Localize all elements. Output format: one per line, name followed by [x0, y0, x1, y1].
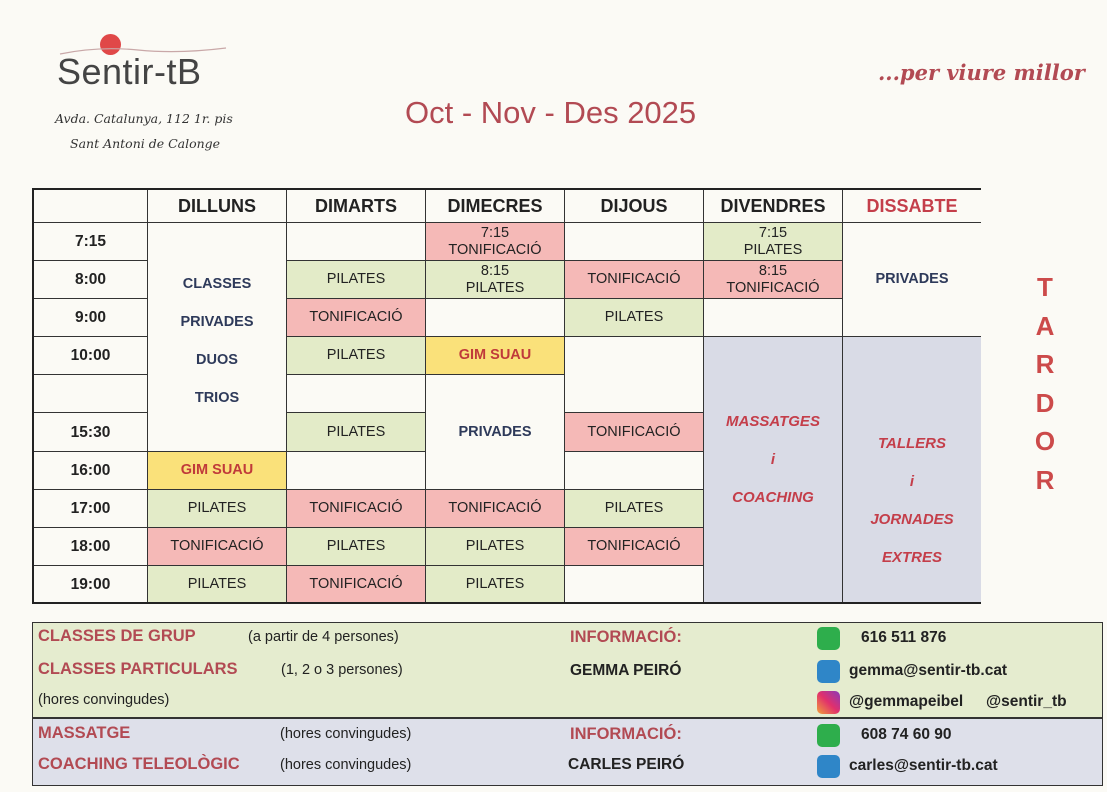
- class-cell: TONIFICACIÓ: [565, 528, 704, 566]
- day-header: DIMARTS: [287, 190, 426, 223]
- class-cell: 7:15 PILATES: [704, 223, 843, 261]
- day-header: DIJOUS: [565, 190, 704, 223]
- phone-number[interactable]: 616 511 876: [861, 629, 947, 646]
- email-icon: [817, 755, 840, 778]
- time-cell: 8:00: [34, 261, 148, 299]
- time-cell: 9:00: [34, 299, 148, 337]
- class-cell: TONIFICACIÓ: [565, 413, 704, 452]
- group-classes-info: [32, 622, 1103, 718]
- phone-number[interactable]: 608 74 60 90: [861, 726, 952, 743]
- instagram-icon: [817, 691, 840, 714]
- class-cell: PILATES: [565, 299, 704, 337]
- empty-cell: [287, 375, 426, 413]
- dilluns-private-block: CLASSES PRIVADES DUOS TRIOS: [148, 223, 287, 452]
- info-label: INFORMACIÓ:: [570, 725, 682, 743]
- coaching-label: COACHING TELEOLÒGIC: [38, 755, 240, 773]
- empty-cell: [565, 337, 704, 413]
- time-cell: 16:00: [34, 452, 148, 490]
- empty-cell: [565, 452, 704, 490]
- class-cell: PILATES: [287, 413, 426, 452]
- massage-coaching-info: [32, 718, 1103, 786]
- class-cell: PILATES: [287, 261, 426, 299]
- empty-cell: [565, 566, 704, 602]
- group-classes-note: (a partir de 4 persones): [248, 629, 399, 645]
- time-cell: 19:00: [34, 566, 148, 602]
- massage-note: (hores convingudes): [280, 726, 412, 742]
- class-cell: PILATES: [148, 566, 287, 602]
- hours-note: (hores convingudes): [38, 692, 170, 708]
- day-header: DILLUNS: [148, 190, 287, 223]
- season-label: [1031, 268, 1059, 499]
- class-cell: PILATES: [148, 490, 287, 528]
- private-classes-label: CLASSES PARTICULARS: [38, 660, 238, 678]
- class-cell: PILATES: [565, 490, 704, 528]
- contact-name: CARLES PEIRÓ: [568, 756, 685, 773]
- logo: Sentir-tB: [57, 51, 202, 92]
- season-letter: T: [1037, 272, 1053, 302]
- time-cell: 15:30: [34, 413, 148, 452]
- season-letter: R: [1035, 464, 1055, 495]
- class-cell: 8:15 PILATES: [426, 261, 565, 299]
- contact-name: GEMMA PEIRÓ: [570, 662, 682, 679]
- address-line-2: Sant Antoni de Calonge: [70, 136, 221, 151]
- instagram-handle[interactable]: @sentir_tb: [986, 693, 1067, 710]
- class-cell: PRIVADES: [426, 375, 565, 490]
- class-cell: TONIFICACIÓ: [287, 490, 426, 528]
- address-line-1: Avda. Catalunya, 112 1r. pis: [55, 111, 233, 126]
- email-icon: [817, 660, 840, 683]
- empty-cell: [565, 223, 704, 261]
- email-link[interactable]: gemma@sentir-tb.cat: [849, 662, 1008, 679]
- season-letter: R: [1035, 349, 1055, 379]
- time-cell: 17:00: [34, 490, 148, 528]
- empty-cell: [287, 223, 426, 261]
- empty-cell: [287, 452, 426, 490]
- class-cell: GIM SUAU: [148, 452, 287, 490]
- class-cell: TONIFICACIÓ: [287, 566, 426, 602]
- class-cell: PILATES: [287, 528, 426, 566]
- empty-cell: [426, 299, 565, 337]
- time-cell: 18:00: [34, 528, 148, 566]
- class-cell: TONIFICACIÓ: [287, 299, 426, 337]
- slogan: ...per viure millor: [878, 60, 1085, 85]
- class-cell: GIM SUAU: [426, 337, 565, 375]
- day-header: DIMECRES: [426, 190, 565, 223]
- group-classes-label: CLASSES DE GRUP: [38, 627, 196, 645]
- class-cell: TONIFICACIÓ: [148, 528, 287, 566]
- class-cell: 7:15 TONIFICACIÓ: [426, 223, 565, 261]
- private-classes-note: (1, 2 o 3 persones): [281, 662, 403, 678]
- massage-coaching-block: MASSATGES i COACHING: [704, 337, 843, 602]
- page-title: Oct - Nov - Des 2025: [405, 95, 697, 130]
- coaching-note: (hores convingudes): [280, 757, 412, 773]
- season-letter: D: [1035, 387, 1055, 418]
- info-label: INFORMACIÓ:: [570, 628, 682, 646]
- class-cell: PRIVADES: [843, 223, 981, 337]
- season-letter: A: [1035, 310, 1055, 341]
- schedule-table: [32, 188, 981, 604]
- workshops-block: TALLERS i JORNADES EXTRES: [843, 337, 981, 602]
- whatsapp-icon: [817, 627, 840, 650]
- time-cell: 7:15: [34, 223, 148, 261]
- email-link[interactable]: carles@sentir-tb.cat: [849, 757, 998, 774]
- instagram-handle[interactable]: @gemmapeibel: [849, 693, 964, 710]
- day-header: DIVENDRES: [704, 190, 843, 223]
- class-cell: PILATES: [426, 528, 565, 566]
- class-cell: PILATES: [287, 337, 426, 375]
- class-cell: 8:15 TONIFICACIÓ: [704, 261, 843, 299]
- day-header: DISSABTE: [843, 190, 981, 223]
- corner-cell: [34, 190, 148, 223]
- class-cell: TONIFICACIÓ: [426, 490, 565, 528]
- whatsapp-icon: [817, 724, 840, 747]
- massage-label: MASSATGE: [38, 724, 131, 742]
- time-cell: [34, 375, 148, 413]
- empty-cell: [704, 299, 843, 337]
- season-letter: O: [1034, 426, 1056, 456]
- time-cell: 10:00: [34, 337, 148, 375]
- class-cell: PILATES: [426, 566, 565, 602]
- class-cell: TONIFICACIÓ: [565, 261, 704, 299]
